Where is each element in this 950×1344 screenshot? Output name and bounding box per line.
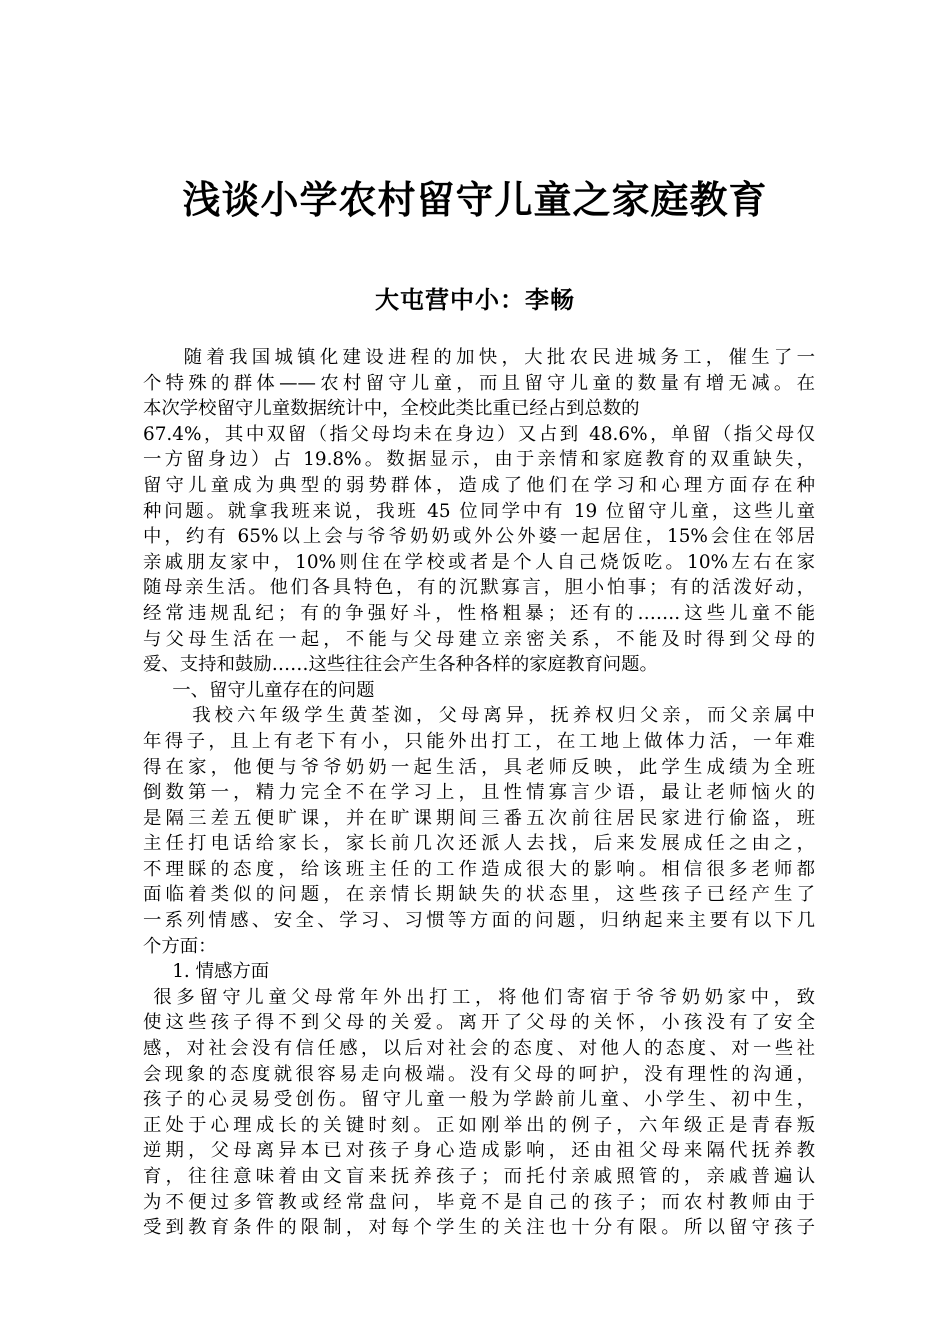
body-line: 我校六年级学生黄荃洳，父母离异，抚养权归父亲，而父亲属中: [143, 705, 815, 727]
body-line: 爱、支持和鼓励……这些往往会产生各种各样的家庭教育问题。: [143, 654, 658, 676]
document-title: 浅谈小学农村留守儿童之家庭教育: [182, 177, 768, 222]
body-line: 受到教育条件的限制，对每个学生的关注也十分有限。所以留守孩子: [143, 1217, 815, 1239]
body-line: 留守儿童成为典型的弱势群体，造成了他们在学习和心理方面存在种: [143, 474, 815, 496]
body-line: 与父母生活在一起，不能与父母建立亲密关系，不能及时得到父母的: [143, 628, 815, 650]
body-line: 为不便过多管教或经常盘问，毕竟不是自己的孩子；而农村教师由于: [143, 1191, 815, 1213]
body-line: 不理睬的态度，给该班主任的工作造成很大的影响。相信很多老师都: [143, 858, 815, 880]
body-line: 使这些孩子得不到父母的关爱。离开了父母的关怀，小孩没有了安全: [143, 1012, 815, 1034]
body-line: 倒数第一，精力完全不在学习上，且性情寡言少语，最让老师恼火的: [143, 782, 815, 804]
body-line: 1. 情感方面: [143, 961, 270, 983]
body-line: 正处于心理成长的关键时刻。正如刚举出的例子，六年级正是青春叛: [143, 1114, 815, 1136]
body-line: 随着我国城镇化建设进程的加快，大批农民进城务工，催生了一: [143, 347, 815, 368]
body-line: 亲戚朋友家中，10%则住在学校或者是个人自己烧饭吃。10%左右在家: [143, 551, 815, 573]
body-line: 一系列情感、安全、学习、习惯等方面的问题，归纳起来主要有以下几: [143, 910, 815, 932]
body-line: 是隔三差五便旷课，并在旷课期间三番五次前往居民家进行偷盗，班: [143, 807, 815, 829]
body-line: 很多留守儿童父母常年外出打工，将他们寄宿于爷爷奶奶家中，致: [143, 986, 815, 1008]
body-line: 逆期，父母离异本已对孩子身心造成影响，还由祖父母来隔代抚养教: [143, 1140, 815, 1162]
body-line: 67.4%，其中双留（指父母均未在身边）又占到 48.6%，单留（指父母仅: [143, 423, 815, 445]
body-line: 育，往往意味着由文盲来抚养孩子；而托付亲戚照管的，亲戚普遍认: [143, 1166, 815, 1187]
body-line: 随母亲生活。他们各具特色，有的沉默寡言，胆小怕事；有的活泼好动，: [143, 577, 815, 599]
body-line: 本次学校留守儿童数据统计中，全校此类比重已经占到总数的: [143, 398, 640, 420]
author-line: 大屯营中小：李畅: [375, 285, 575, 314]
body-line: 中，约有 65%以上会与爷爷奶奶或外公外婆一起居住，15%会住在邻居: [143, 526, 815, 548]
document-body: [143, 345, 815, 1241]
body-line: 感，对社会没有信任感，以后对社会的态度、对他人的态度、对一些社: [143, 1038, 815, 1060]
body-line: 主任打电话给家长，家长前几次还派人去找，后来发展成任之由之，: [143, 833, 815, 855]
body-line: 年得子，且上有老下有小，只能外出打工，在工地上做体力活，一年难: [143, 730, 815, 752]
body-line: 个方面：: [143, 935, 217, 957]
body-line: 一、留守儿童存在的问题: [143, 679, 375, 701]
body-line: 种问题。就拿我班来说，我班 45 位同学中有 19 位留守儿童，这些儿童: [143, 500, 815, 522]
body-line: 个特殊的群体——农村留守儿童，而且留守儿童的数量有增无减。在: [143, 372, 815, 394]
body-line: 一方留身边）占 19.8%。数据显示，由于亲情和家庭教育的双重缺失，: [143, 449, 815, 471]
body-line: 孩子的心灵易受创伤。留守儿童一般为学龄前儿童、小学生、初中生，: [143, 1089, 815, 1111]
body-line: 经常违规乱纪；有的争强好斗，性格粗暴；还有的…….这些儿童不能: [143, 602, 815, 624]
body-line: 会现象的态度就很容易走向极端。没有父母的呵护，没有理性的沟通，: [143, 1063, 815, 1085]
body-line: 得在家，他便与爷爷奶奶一起生活，具老师反映，此学生成绩为全班: [143, 756, 815, 778]
body-line: 面临着类似的问题，在亲情长期缺失的状态里，这些孩子已经产生了: [143, 884, 815, 906]
